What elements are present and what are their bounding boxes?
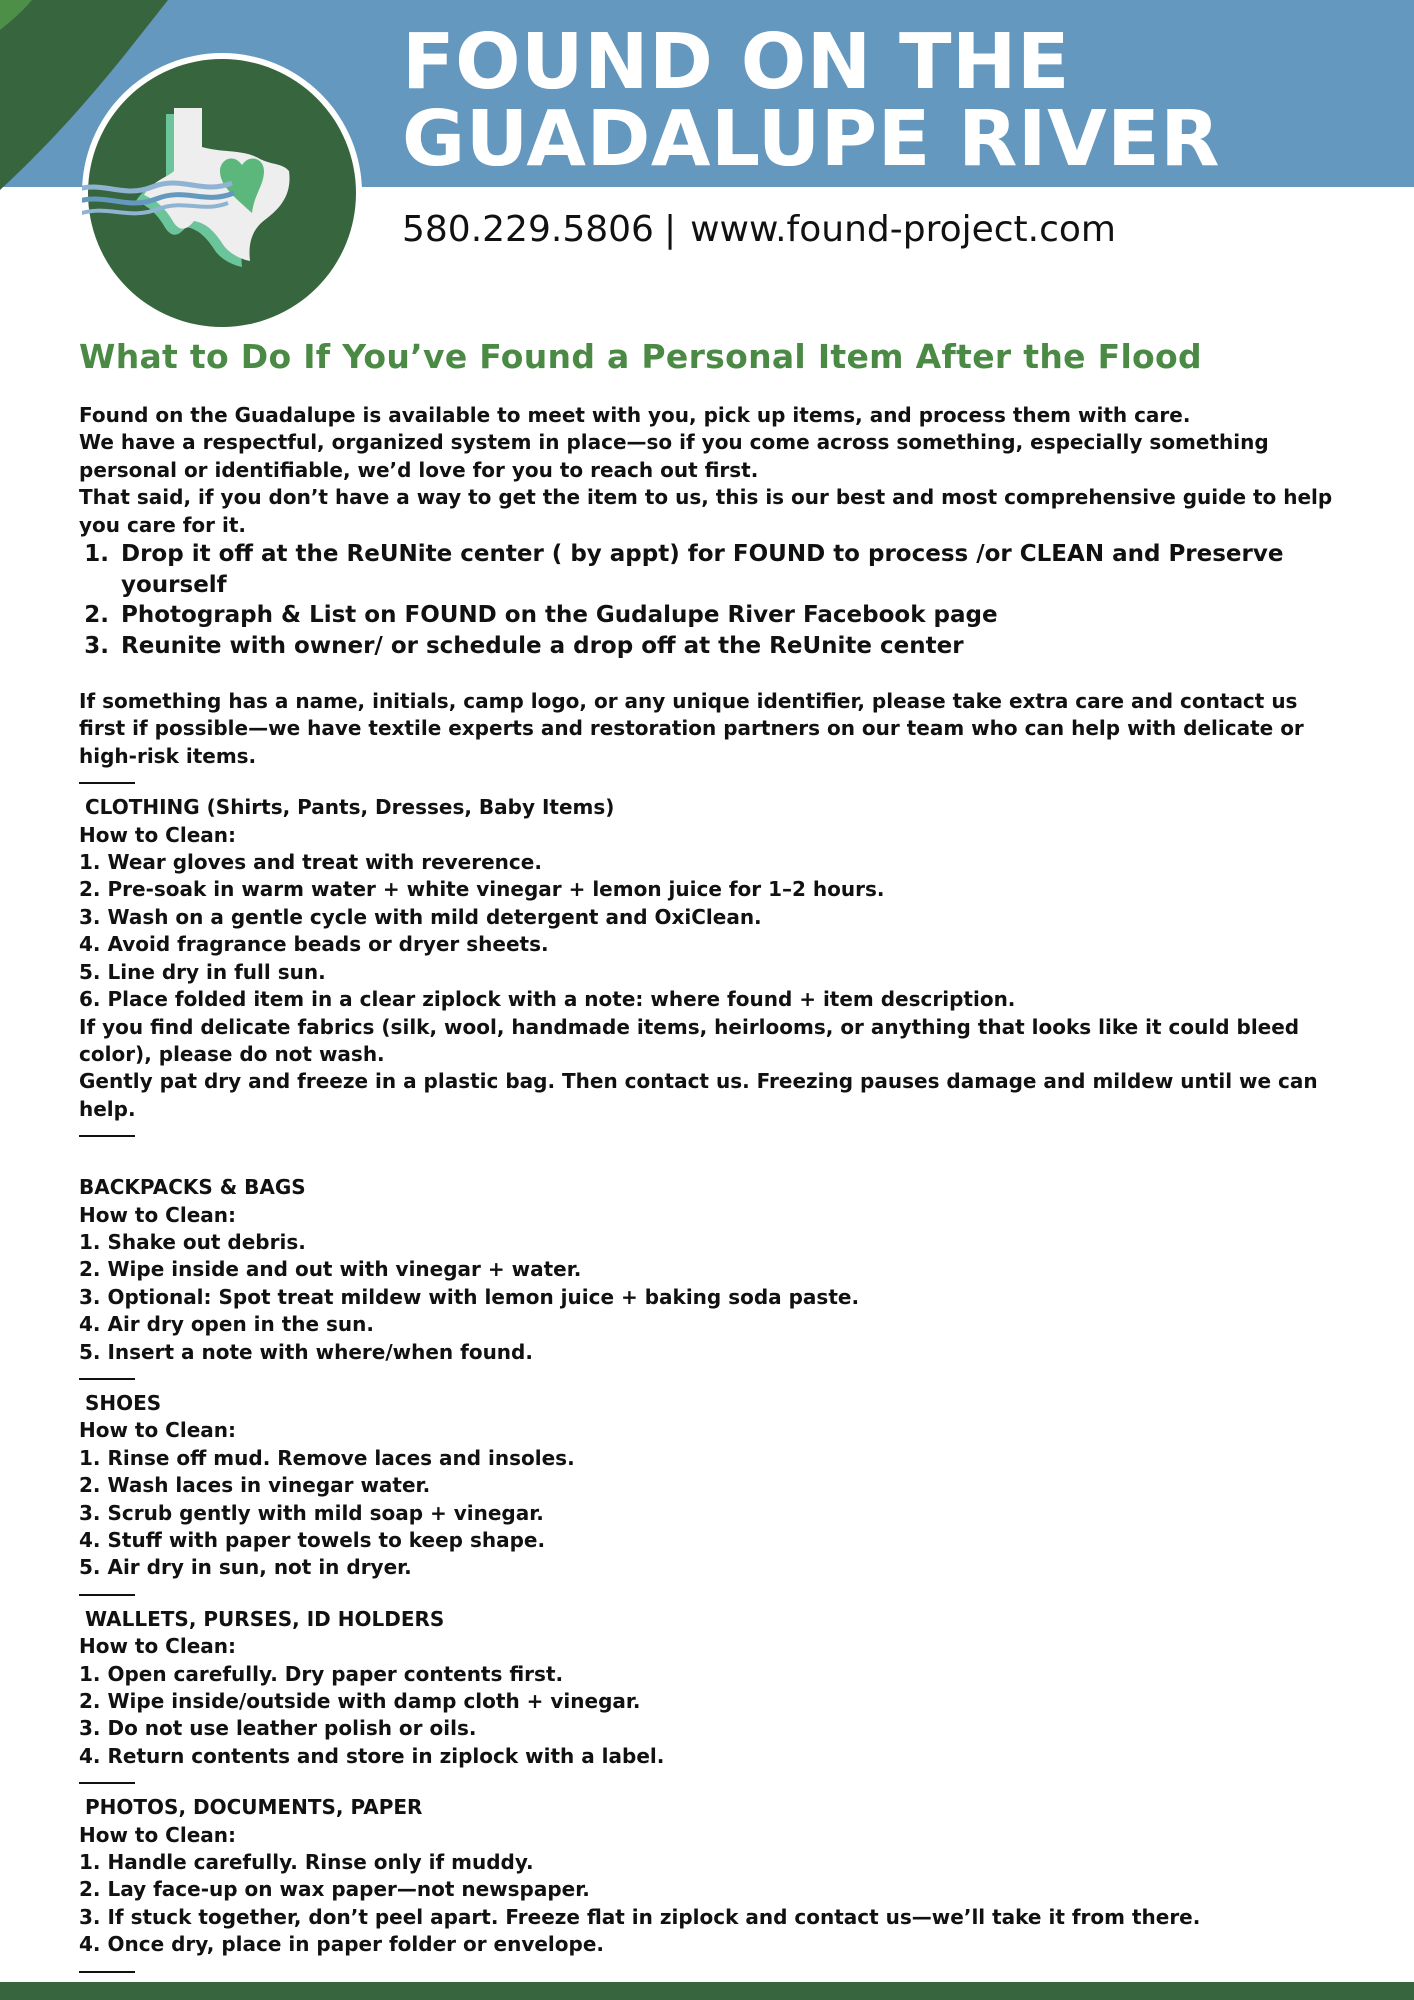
- section-title: BACKPACKS & BAGS: [79, 1175, 306, 1200]
- intro-paragraph: Found on the Guadalupe is available to meet with you, pick up items, and process them with care.: [79, 403, 1191, 427]
- page-title: [402, 18, 1221, 184]
- step-item: 1. Drop it off at the ReUNite center ( by appt) for FOUND to process /or CLEAN and Preserve yourself: [117, 539, 1339, 600]
- instruction-line: 1. Open carefully. Dry paper contents first.: [79, 1661, 564, 1686]
- spacer: [79, 1147, 1339, 1174]
- instruction-line: 4. Once dry, place in paper folder or envelope.: [79, 1932, 604, 1957]
- section-divider: [79, 1378, 135, 1380]
- instruction-line: 1. Rinse off mud. Remove laces and insoles.: [79, 1445, 575, 1470]
- instruction-line: Gently pat dry and freeze in a plastic bag. Then contact us. Freezing pauses damage and mildew until we can help.: [79, 1069, 1318, 1121]
- instruction-line: 2. Pre-soak in warm water + white vinegar + lemon juice for 1–2 hours.: [79, 877, 885, 902]
- instruction-line: 4. Return contents and store in ziplock with a label.: [79, 1743, 665, 1768]
- instruction-line: 5. Insert a note with where/when found.: [79, 1339, 533, 1364]
- instruction-line: 5. Line dry in full sun.: [79, 959, 326, 984]
- instruction-line: If you find delicate fabrics (silk, wool, handmade items, heirlooms, or anything that looks like it could bleed color), please do not wash.: [79, 1014, 1300, 1066]
- title-line-1: FOUND ON THE: [402, 18, 1071, 107]
- spacer: [79, 661, 1339, 688]
- section-divider: [79, 1135, 135, 1137]
- steps-list: [79, 539, 1339, 661]
- instruction-line: 4. Air dry open in the sun.: [79, 1312, 374, 1337]
- instruction-line: 2. Wipe inside and out with vinegar + water.: [79, 1257, 582, 1282]
- website-link[interactable]: www.found-project.com: [690, 209, 1116, 250]
- section-shoes: [79, 1390, 1339, 1582]
- section-title: WALLETS, PURSES, ID HOLDERS: [85, 1606, 445, 1631]
- section-subtitle: How to Clean:: [79, 1822, 237, 1847]
- title-line-2: GUADALUPE RIVER: [402, 95, 1221, 184]
- phone-number: 580.229.5806: [402, 209, 654, 250]
- instruction-line: 5. Air dry in sun, not in dryer.: [79, 1555, 412, 1580]
- main-content: [79, 336, 1339, 1983]
- section-photos: [79, 1794, 1339, 1958]
- section-title: PHOTOS, DOCUMENTS, PAPER: [85, 1795, 423, 1820]
- section-title: CLOTHING (Shirts, Pants, Dresses, Baby Items): [85, 795, 615, 820]
- section-divider: [79, 1594, 135, 1596]
- section-backpacks: [79, 1174, 1339, 1366]
- identifier-note: If something has a name, initials, camp logo, or any unique identifier, please take extra care and contact us first if possible—we have textile experts and restoration partners on our team who can help with delicate or high-risk items.: [79, 689, 1304, 768]
- intro-paragraph: We have a respectful, organized system in place—so if you come across something, especially something personal or identifiable, we’d love for you to reach out first.: [79, 430, 1269, 482]
- instruction-line: 1. Wear gloves and treat with reverence.: [79, 850, 542, 875]
- instruction-line: 2. Lay face-up on wax paper—not newspaper.: [79, 1877, 590, 1902]
- section-divider: [79, 1782, 135, 1784]
- step-item: 2. Photograph & List on FOUND on the Gudalupe River Facebook page: [117, 600, 1339, 631]
- instruction-line: 2. Wipe inside/outside with damp cloth + vinegar.: [79, 1689, 641, 1714]
- section-title: SHOES: [85, 1390, 162, 1415]
- instruction-line: 4. Avoid fragrance beads or dryer sheets.: [79, 932, 549, 957]
- instruction-line: 2. Wash laces in vinegar water.: [79, 1473, 431, 1498]
- instruction-line: 1. Handle carefully. Rinse only if muddy.: [79, 1850, 534, 1875]
- intro-paragraph: That said, if you don’t have a way to get the item to us, this is our best and most comprehensive guide to help you care for it.: [79, 485, 1333, 537]
- contact-separator: |: [663, 209, 677, 250]
- instruction-line: 3. Scrub gently with mild soap + vinegar.: [79, 1500, 544, 1525]
- instruction-line: 6. Place folded item in a clear ziplock with a note: where found + item description.: [79, 987, 1016, 1012]
- instruction-line: 3. Optional: Spot treat mildew with lemon juice + baking soda paste.: [79, 1284, 860, 1309]
- section-subtitle: How to Clean:: [79, 1202, 237, 1227]
- logo: [82, 53, 362, 333]
- section-clothing: [79, 794, 1339, 1123]
- instruction-line: 1. Shake out debris.: [79, 1229, 306, 1254]
- section-subtitle: How to Clean:: [79, 1634, 237, 1659]
- section-divider: [79, 1971, 135, 1973]
- instruction-line: 3. If stuck together, don’t peel apart. Freeze flat in ziplock and contact us—we’ll take it from there.: [79, 1904, 1201, 1929]
- instruction-line: 3. Wash on a gentle cycle with mild detergent and OxiClean.: [79, 904, 762, 929]
- contact-line: [402, 209, 1116, 250]
- instruction-line: 4. Stuff with paper towels to keep shape.: [79, 1528, 546, 1552]
- main-heading: What to Do If You’ve Found a Personal Item After the Flood: [79, 337, 1202, 376]
- instruction-line: 3. Do not use leather polish or oils.: [79, 1716, 477, 1741]
- section-subtitle: How to Clean:: [79, 822, 237, 847]
- section-divider: [79, 782, 135, 784]
- section-wallets: [79, 1606, 1339, 1770]
- footer-band: [0, 1982, 1414, 2000]
- step-item: 3. Reunite with owner/ or schedule a drop off at the ReUnite center: [117, 631, 1339, 662]
- section-subtitle: How to Clean:: [79, 1418, 237, 1443]
